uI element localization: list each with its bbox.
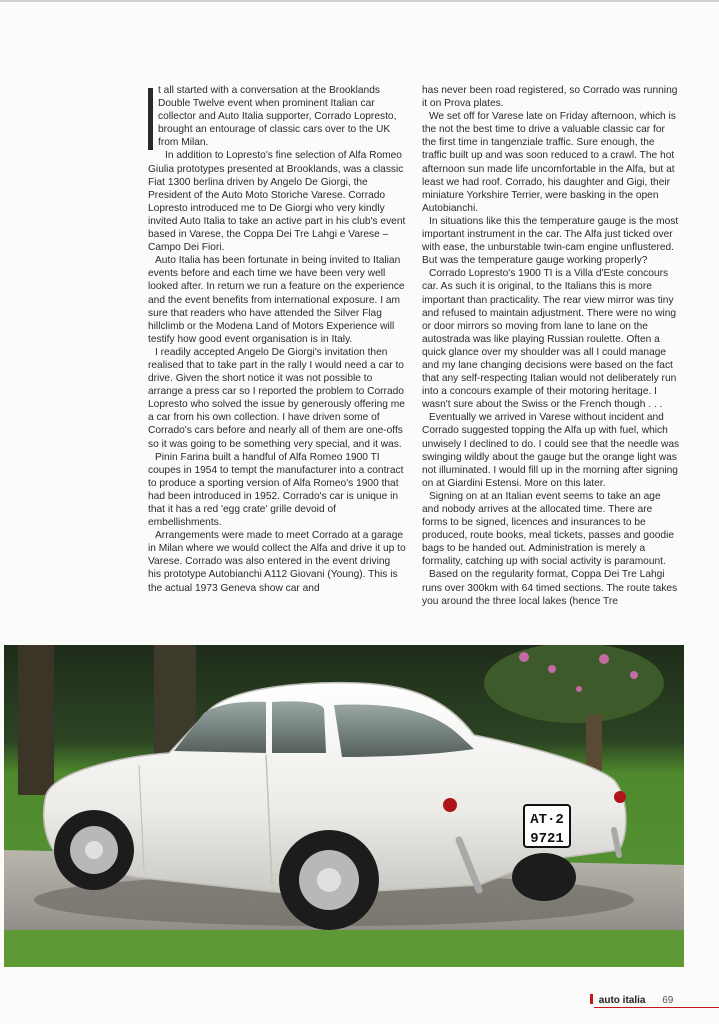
paragraph: In addition to Lopresto's fine selection of Alfa Romeo Giulia prototypes presented at Brooklands, was a classic Fiat 1300 berlina driven by Angelo De Giorgi, the President of the Auto Moto Storiche Varese. Corrado Lopresto introduced me to De Giorgi who very kindly invited Auto Italia to take an active part in his club's event based in Varese, the Coppa Dei Tre Lahgi e Varese – Campo Dei Fiori. bbox=[148, 150, 406, 254]
alfa-romeo-photo-illustration bbox=[4, 645, 684, 967]
flowering-bush bbox=[484, 645, 664, 723]
paragraph: Signing on at an Italian event seems to take an age and nobody arrives at the allocated time. There are forms to be signed, licences and insurances to be produced, route books, meal tickets, passes and goodie bags to be handed out. Administration is merely a formality, catching up with social activity is paramount. bbox=[422, 490, 675, 568]
paragraph: Pinin Farina built a handful of Alfa Romeo 1900 TI coupes in 1954 to tempt the manufacturer into a contract to produce a sporting version of Alfa Romeo's 1900 that had been introduced in 1952. Corrado's car is unique in that it has a red 'egg crate' grille devoid of embellishments. bbox=[148, 451, 404, 529]
car-photo bbox=[4, 645, 684, 967]
top-border bbox=[0, 0, 719, 2]
tail-light bbox=[614, 791, 626, 803]
page-number: 69 bbox=[662, 995, 674, 1006]
paragraph: I readily accepted Angelo De Giorgi's invitation then realised that to take part in the rally I would need a car to drive. Given the short notice it was not possible to arrange a press car so I reported the problem to Corrado Lopresto who solved the issue by generously offering me a car from his own collection. I have driven some of Corrado's cars before and nearly all of them are one-offs so it was going to be something very special, and it was. bbox=[148, 346, 405, 450]
drop-cap bbox=[148, 88, 153, 150]
paragraph: In situations like this the temperature gauge is the most important instrument in the car. The Alfa just ticked over with ease, the unburstable twin-cam engine unflustered. But was the temperature gauge working properly? bbox=[422, 215, 679, 267]
page-footer bbox=[590, 994, 673, 1006]
plate-line1: AT·2 bbox=[530, 812, 564, 828]
paragraph: t all started with a conversation at the Brooklands Double Twelve event when prominent Italian car collector and Auto Italia supporter, Corrado Lopresto, brought an entourage of classic cars over to the UK from Milan. bbox=[158, 85, 397, 149]
plate-line2: 9721 bbox=[530, 831, 564, 847]
paragraph: Arrangements were made to meet Corrado at a garage in Milan where we would collect the Alfa and drive it up to Varese. Corrado was also entered in the event driving his prototype Autobianchi A112 Giovani (Young). This is the actual 1973 Geneva show car and bbox=[148, 530, 406, 594]
paragraph: Based on the regularity format, Coppa Dei Tre Lahgi runs over 300km with 64 timed sections. The route takes you around the three local lakes (hence Tre bbox=[422, 569, 678, 607]
article-column-right bbox=[422, 84, 680, 640]
footer-rule bbox=[594, 1007, 719, 1008]
paragraph: Eventually we arrived in Varese without incident and Corrado suggested topping the Alfa up with fuel, which unwisely I declined to do. I could see that the needle was swinging wildly about the gauge but the orange light was not illuminated. I would fill up in the morning after signing on at Giardini Estensi. More on this later. bbox=[422, 412, 680, 489]
paragraph: Corrado Lopresto's 1900 TI is a Villa d'Este concours car. As such it is original, to the Italians this is more important than practicality. The rear view mirror was tiny and refused to maintain adjustment. There were no wing or door mirrors so moving from lane to lane on the autostrada was like playing Russian roulette. Often a quick glance over my shoulder was all I could manage and my lane changing decisions were based on the fact that any self-respecting Italian would not deliberately run into a concours example of their motoring heritage. I wasn't sure about the Swiss or the French though . . . bbox=[422, 268, 677, 411]
paragraph: We set off for Varese late on Friday afternoon, which is the not the best time to drive a valuable classic car for the first time in tangenziale traffic. Sure enough, the traffic built up and was soon reduced to a crawl. The hot afternoon sun made life uncomfortable in the Alfa, but at least we had roof. Corrado, his daughter and Gigi, their miniature Yorkshire Terrier, were basking in the open Autobianchi. bbox=[422, 111, 676, 214]
article-column-left bbox=[148, 84, 406, 640]
paragraph: Auto Italia has been fortunate in being invited to Italian events before and each time we have been very well looked after. In return we run a feature on the experience and the event benefits from international exposure. I am sure that readers who have attended the Silver Flag hillclimb or the Modena Land of Motors Experience will testify how good event organisation is in Italy. bbox=[148, 255, 405, 345]
far-rear-wheel bbox=[512, 853, 576, 901]
footer-accent-bar bbox=[590, 994, 593, 1004]
tree-trunk bbox=[18, 645, 54, 795]
car-window bbox=[272, 701, 326, 753]
magazine-brand: auto italia bbox=[598, 995, 646, 1006]
paragraph: has never been road registered, so Corrado was running it on Prova plates. bbox=[422, 85, 678, 110]
tail-light bbox=[443, 798, 457, 812]
